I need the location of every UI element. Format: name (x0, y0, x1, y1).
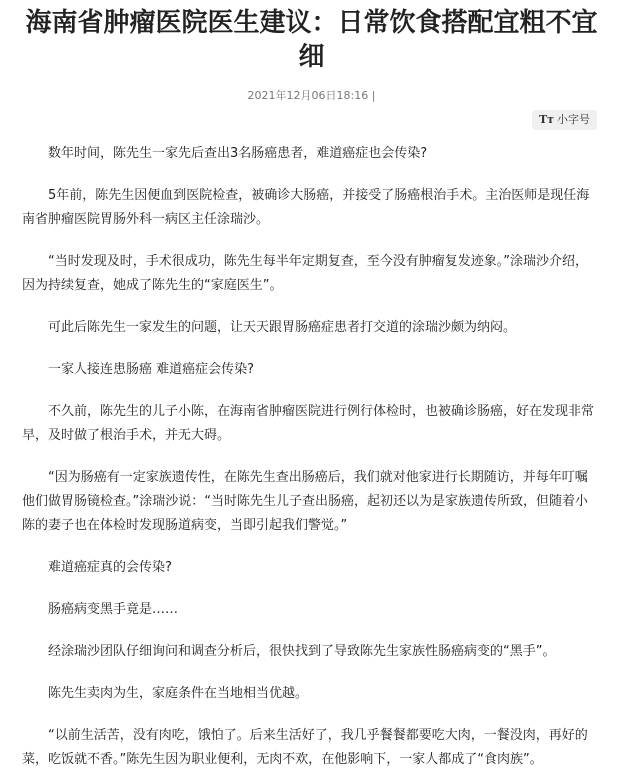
font-size-toggle-label: 小字号 (557, 113, 590, 126)
section-heading: 一家人接连患肠癌 难道癌症会传染? (48, 362, 255, 377)
paragraph: “以前生活苦，没有肉吃，饿怕了。后来生活好了，我几乎餐餐都要吃大肉，一餐没肉，再好的菜，吃饭就不香。”陈先生因为职业便利，无肉不欢，在他影响下，一家人都成了“食肉族”。 (22, 728, 588, 767)
paragraph: “当时发现及时，手术很成功，陈先生每半年定期复查，至今没有肿瘤复发迹象。”涂瑞沙介绍，因为持续复查，她成了陈先生的“家庭医生”。 (22, 254, 588, 293)
paragraph: 5年前，陈先生因便血到医院检查，被确诊大肠癌，并接受了肠癌根治手术。主治医师是现任海南省肿瘤医院胃肠外科一病区主任涂瑞沙。 (22, 188, 590, 227)
paragraph: 数年时间，陈先生一家先后查出3名肠癌患者，难道癌症也会传染? (48, 146, 428, 161)
font-size-toggle-button[interactable] (532, 110, 597, 130)
article-toolbar (0, 110, 623, 136)
paragraph: 经涂瑞沙团队仔细询问和调查分析后，很快找到了导致陈先生家族性肠癌病变的“黑手”。 (48, 644, 556, 659)
paragraph: 难道癌症真的会传染? (48, 560, 172, 575)
article-title: 海南省肿瘤医院医生建议：日常饮食搭配宜粗不宜细 (25, 8, 598, 72)
font-size-icon: Tт (538, 113, 554, 126)
article-body (0, 142, 623, 772)
paragraph: “因为肠癌有一定家族遗传性，在陈先生查出肠癌后，我们就对他家进行长期随访，并每年叮嘱他们做胃肠镜检查。”涂瑞沙说：“当时陈先生儿子查出肠癌，起初还以为是家族遗传所致，但随着小陈的妻子也在体检时发现肠道病变，当即引起我们警觉。” (22, 470, 588, 533)
paragraph: 不久前，陈先生的儿子小陈，在海南省肿瘤医院进行例行体检时，也被确诊肠癌，好在发现非常早，及时做了根治手术，并无大碍。 (22, 404, 595, 443)
section-heading: 肠癌病变黑手竟是…… (48, 602, 179, 617)
paragraph: 可此后陈先生一家发生的问题，让天天跟胃肠癌症患者打交道的涂瑞沙颇为纳闷。 (48, 320, 517, 335)
publish-datetime: 2021年12月06日18:16 | (247, 89, 376, 102)
paragraph: 陈先生卖肉为生，家庭条件在当地相当优越。 (48, 686, 309, 701)
